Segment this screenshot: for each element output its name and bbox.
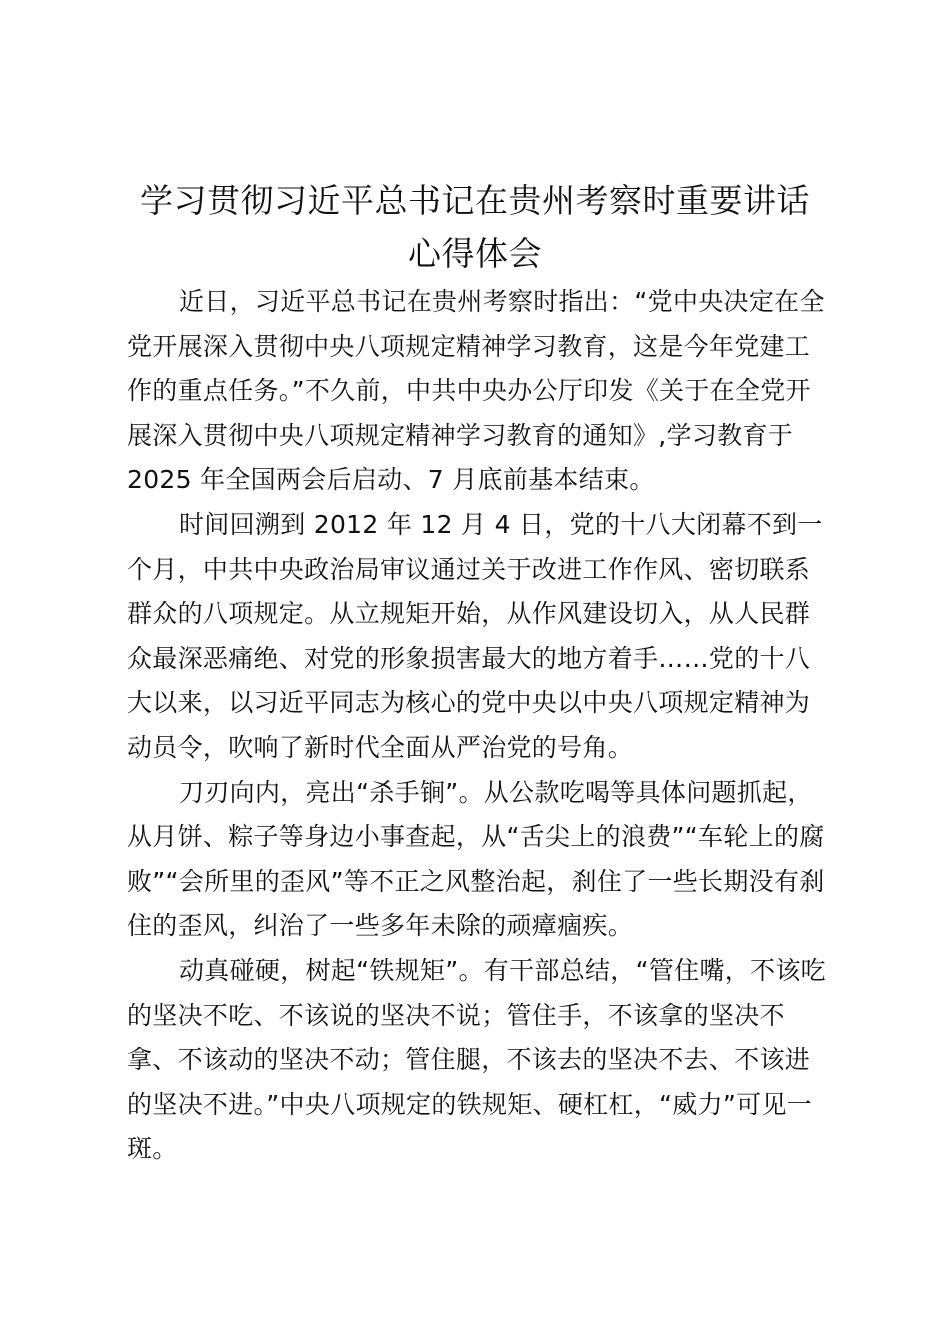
paragraph-line: 近日，习近平总书记在贵州考察时指出：“党中央决定在全 <box>179 287 825 316</box>
paragraph-line: 个月，中共中央政治局审议通过关于改进工作作风、密切联系 <box>127 554 811 584</box>
paragraph-line: 大以来，以习近平同志为核心的党中央以中央八项规定精神为 <box>127 688 811 718</box>
paragraph-line: 刀刃向内，亮出“杀手锏”。从公款吃喝等具体问题抓起， <box>179 777 813 807</box>
paragraph-line: 众最深恶痛绝、对党的形象损害最大的地方着手……党的十八 <box>127 643 811 673</box>
paragraph-line: 党开展深入贯彻中央八项规定精神学习教育，这是今年党建工 <box>127 331 811 361</box>
paragraph-line: 展深入贯彻中央八项规定精神学习教育的通知》,学习教育于 <box>127 420 794 450</box>
paragraph-line: 作的重点任务。”不久前，中共中央办公厅印发《关于在全党开 <box>127 376 811 406</box>
paragraph-2 <box>127 503 832 771</box>
paragraph-line: 住的歪风，纠治了一些多年未除的顽瘴痼疾。 <box>127 911 634 941</box>
paragraph-line: 从月饼、粽子等身边小事查起，从“舌尖上的浪费”“车轮上的腐 <box>127 822 825 852</box>
paragraph-line: 动真碰硬，树起“铁规矩”。有干部总结，“管住嘴，不该吃 <box>179 955 826 985</box>
paragraph-line: 时间回溯到 2012 年 12 月 4 日，党的十八大闭幕不到一 <box>179 509 823 539</box>
document-body <box>127 280 832 1172</box>
document-title <box>120 174 830 280</box>
paragraph-line: 群众的八项规定。从立规矩开始，从作风建设切入，从人民群 <box>127 599 811 629</box>
paragraph-line: 的坚决不吃、不该说的坚决不说；管住手，不该拿的坚决不 <box>127 1000 785 1030</box>
title-line-1: 学习贯彻习近平总书记在贵州考察时重要讲话 <box>140 181 810 220</box>
paragraph-line: 败”“会所里的歪风”等不正之风整治起，刹住了一些长期没有刹 <box>127 866 825 896</box>
paragraph-line: 斑。 <box>127 1134 178 1164</box>
paragraph-1 <box>127 280 832 503</box>
paragraph-line: 的坚决不进。”中央八项规定的铁规矩、硬杠杠，“威力”可见一 <box>127 1089 813 1119</box>
paragraph-4 <box>127 949 832 1172</box>
paragraph-line: 拿、不该动的坚决不动；管住腿，不该去的坚决不去、不该进 <box>127 1045 811 1075</box>
paragraph-3 <box>127 771 832 949</box>
title-line-2: 心得体会 <box>408 234 542 273</box>
paragraph-line: 动员令，吹响了新时代全面从严治党的号角。 <box>127 732 634 762</box>
paragraph-line: 2025 年全国两会后启动、7 月底前基本结束。 <box>127 465 655 495</box>
